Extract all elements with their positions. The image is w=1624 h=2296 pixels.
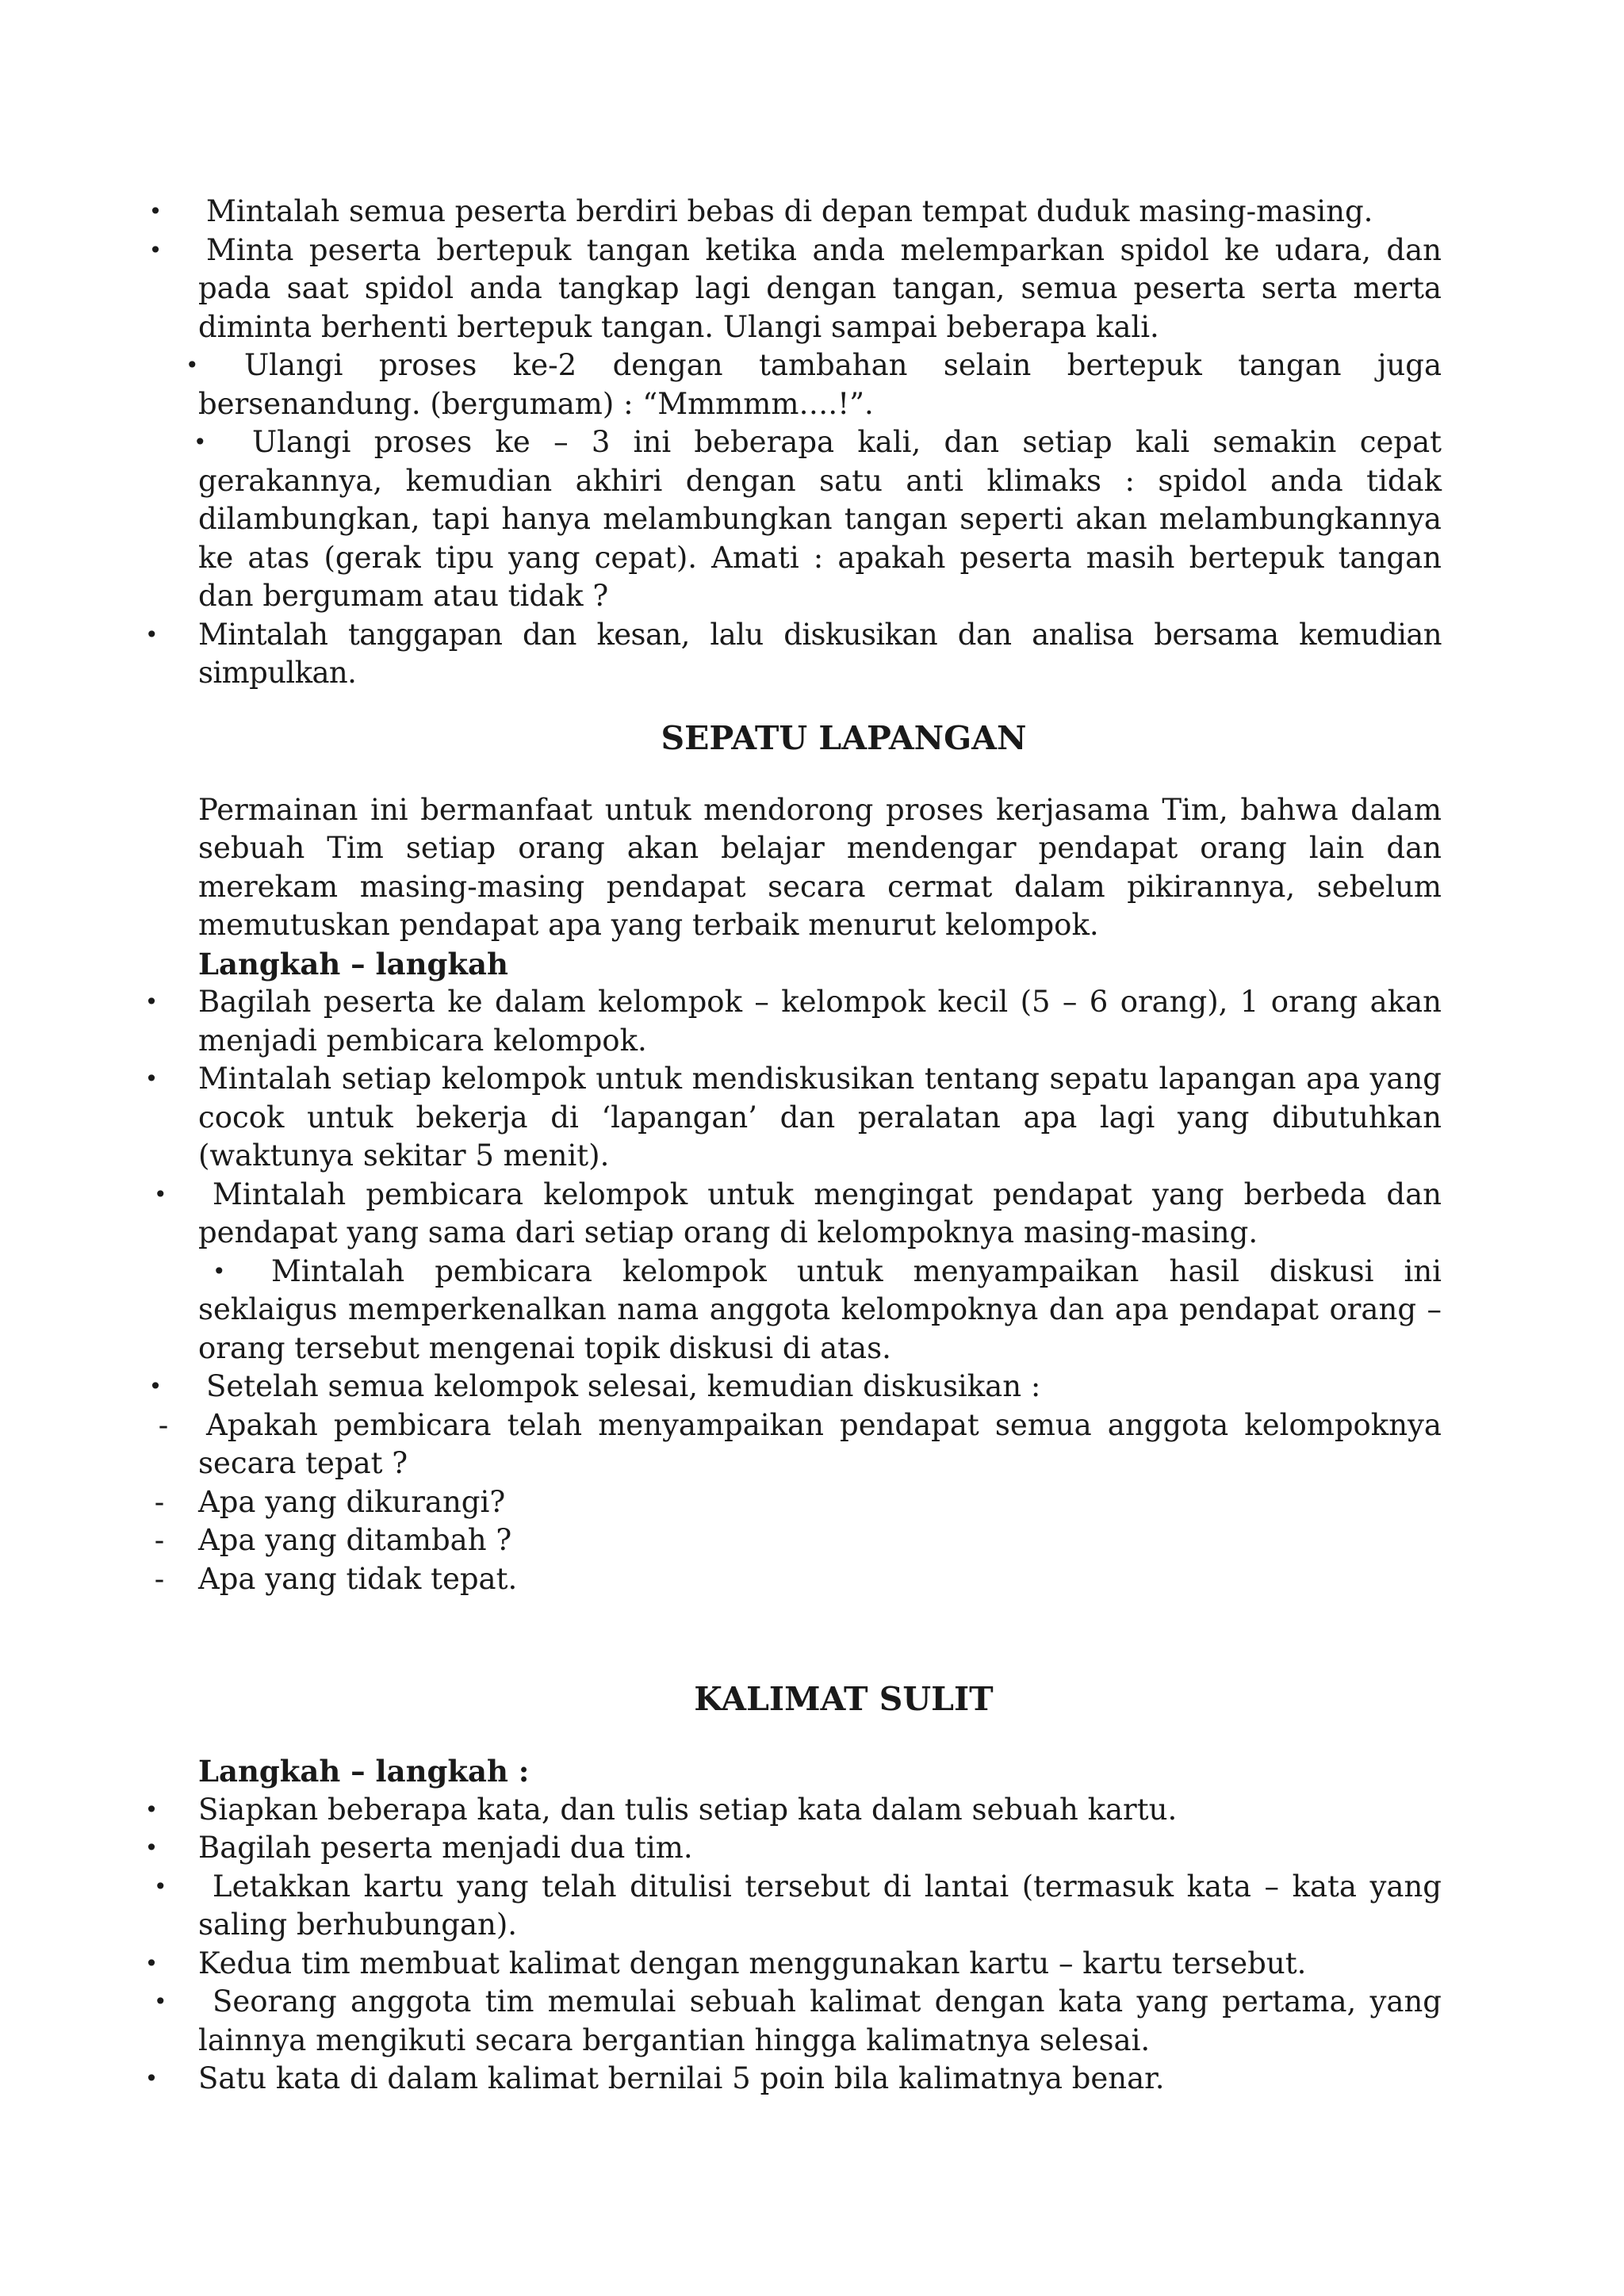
sub-list-item	[154, 1560, 1442, 1599]
sub-list-item-text: Apa yang tidak tepat.	[198, 1561, 518, 1596]
list-item-text: Mintalah setiap kelompok untuk mendiskusikan tentang sepatu lapangan apa yang cocok untuk bekerja di ‘lapangan’ dan peralatan apa lagi yang dibutuhkan (waktunya sekitar 5 menit).	[198, 1062, 1442, 1173]
bullet-icon: •	[186, 352, 199, 378]
sub-list-item-text: Apakah pembicara telah menyampaikan pendapat semua anggota kelompoknya secara tepat ?	[198, 1407, 1442, 1480]
bullet-icon: •	[154, 1873, 167, 1900]
section-intro-paragraph: Permainan ini bermanfaat untuk mendorong proses kerjasama Tim, bahwa dalam sebuah Tim setiap orang akan belajar mendengar pendapat orang lain dan merekam masing-masing pendapat secara cermat dalam pikirannya, sebelum memutuskan pendapat apa yang terbaik menurut kelompok.	[198, 792, 1442, 942]
list-item	[154, 1176, 1442, 1253]
list-item-text: Siapkan beberapa kata, dan tulis setiap kata dalam sebuah kartu.	[198, 1792, 1178, 1827]
list-item	[145, 616, 1442, 693]
list-item	[193, 423, 1442, 616]
list-item	[144, 2060, 1442, 2099]
list-item	[148, 193, 1442, 232]
bullet-icon: •	[213, 1257, 226, 1284]
list-item-text: Seorang anggota tim memulai sebuah kalimat dengan kata yang pertama, yang lainnya mengikuti secara bergantian hingga kalimatnya selesai.	[198, 1984, 1442, 2057]
list-item	[144, 1060, 1442, 1176]
list-item-text: Mintalah pembicara kelompok untuk mengingat pendapat yang berbeda dan pendapat yang sama dari setiap orang di kelompoknya masing-masing.	[198, 1177, 1442, 1249]
list-item	[154, 1868, 1442, 1945]
bullet-icon: •	[144, 1796, 159, 1823]
list-item-text: Mintalah semua peserta berdiri bebas di depan tempat duduk masing-masing.	[206, 194, 1373, 228]
bullet-icon: •	[145, 621, 158, 648]
steps-label: Langkah – langkah :	[198, 1754, 530, 1789]
list-item	[144, 1945, 1442, 1984]
section-title-sepatu-lapangan: SEPATU LAPANGAN	[661, 718, 1027, 757]
list-item	[148, 1368, 1442, 1406]
list-item	[198, 1253, 1442, 1368]
dash-icon: -	[154, 1484, 165, 1519]
list-item-text: Bagilah peserta menjadi dua tim.	[198, 1831, 693, 1865]
section-sepatu-lapangan	[144, 791, 1442, 1599]
sub-list-item-text: Apa yang dikurangi?	[198, 1484, 506, 1519]
sub-list-item-text: Apa yang ditambah ?	[198, 1523, 512, 1557]
bullet-icon: •	[148, 1373, 163, 1399]
section-kalimat-sulit	[144, 1752, 1442, 2099]
list-item	[144, 1791, 1442, 1830]
list-item-text: Minta peserta bertepuk tangan ketika anda melemparkan spidol ke udara, dan pada saat spidol anda tangkap lagi dengan tangan, semua peserta serta merta diminta berhenti bertepuk tangan. Ulangi sampai beberapa kali.	[198, 232, 1442, 344]
list-item	[154, 1983, 1442, 2060]
section-title-kalimat-sulit: KALIMAT SULIT	[694, 1680, 994, 1718]
list-item-text: Letakkan kartu yang telah ditulisi tersebut di lantai (termasuk kata – kata yang saling berhubungan).	[198, 1869, 1442, 1942]
list-item-text: Setelah semua kelompok selesai, kemudian diskusikan :	[206, 1369, 1041, 1403]
list-item-text: Satu kata di dalam kalimat bernilai 5 poin bila kalimatnya benar.	[198, 2061, 1165, 2095]
dash-icon: -	[154, 1523, 165, 1557]
document-body	[144, 193, 1442, 2099]
bullet-icon: •	[148, 198, 163, 224]
sub-list-item	[154, 1521, 1442, 1560]
sub-list-item	[158, 1406, 1442, 1483]
list-item	[148, 232, 1442, 347]
list-item-text: Bagilah peserta ke dalam kelompok – kelompok kecil (5 – 6 orang), 1 orang akan menjadi pembicara kelompok.	[198, 985, 1442, 1058]
list-item-text: Mintalah tanggapan dan kesan, lalu diskusikan dan analisa bersama kemudian simpulkan.	[198, 617, 1442, 690]
sub-list-item	[154, 1483, 1442, 1522]
list-item	[144, 983, 1442, 1060]
bullet-icon: •	[154, 1181, 167, 1207]
list-item	[186, 346, 1442, 423]
bullet-icon: •	[193, 429, 207, 455]
bullet-icon: •	[144, 1066, 159, 1092]
bullet-icon: •	[148, 236, 163, 263]
list-item-text: Ulangi proses ke – 3 ini beberapa kali, dan setiap kali semakin cepat gerakannya, kemudian akhiri dengan satu anti klimaks : spidol anda tidak dilambungkan, tapi hanya melambungkan tangan seperti akan melambungkannya ke atas (gerak tipu yang cepat). Amati : apakah peserta masih bertepuk tangan dan bergumam atau tidak ?	[198, 425, 1442, 613]
bullet-icon: •	[144, 2065, 159, 2091]
list-item-text: Kedua tim membuat kalimat dengan menggunakan kartu – kartu tersebut.	[198, 1946, 1307, 1980]
list-item	[144, 1829, 1442, 1868]
bullet-icon: •	[144, 989, 159, 1015]
bullet-icon: •	[144, 1835, 159, 1861]
list-item-text: Ulangi proses ke-2 dengan tambahan selain bertepuk tangan juga bersenandung. (bergumam) : “Mmmmm….!”.	[198, 348, 1442, 421]
list-item-text: Mintalah pembicara kelompok untuk menyampaikan hasil diskusi ini seklaigus memperkenalkan nama anggota kelompoknya dan apa pendapat orang – orang tersebut mengenai topik diskusi di atas.	[198, 1253, 1442, 1365]
section-intro-list	[145, 193, 1442, 693]
dash-icon: -	[158, 1407, 169, 1442]
bullet-icon: •	[144, 1950, 159, 1976]
dash-icon: -	[154, 1561, 165, 1596]
bullet-icon: •	[154, 1988, 167, 2015]
steps-label: Langkah – langkah	[198, 946, 508, 982]
